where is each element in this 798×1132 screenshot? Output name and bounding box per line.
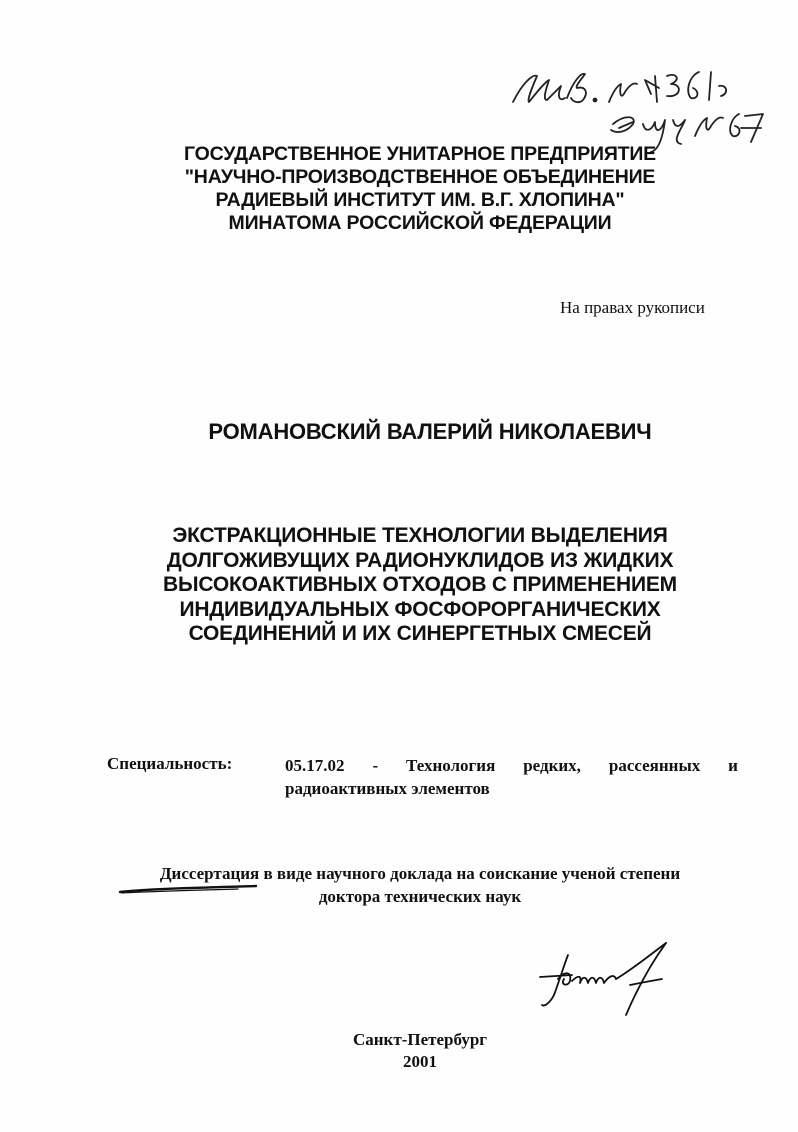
specialty-line-2: радиоактивных элементов [285, 779, 490, 798]
dissertation-line-1: Диссертация в виде научного доклада на соискание ученой степени [159, 864, 681, 883]
title-line: СОЕДИНЕНИЙ И ИХ СИНЕРГЕТНЫХ СМЕСЕЙ [188, 622, 652, 645]
organization-line: "НАУЧНО-ПРОИЗВОДСТВЕННОЕ ОБЪЕДИНЕНИЕ [184, 166, 656, 188]
title-line: ДОЛГОЖИВУЩИХ РАДИОНУКЛИДОВ ИЗ ЖИДКИХ [166, 548, 674, 572]
hand-underline-icon [118, 880, 258, 896]
city-and-year [300, 1029, 540, 1073]
specialty-word: Технология [406, 756, 496, 775]
title-line: ВЫСОКОАКТИВНЫХ ОТХОДОВ С ПРИМЕНЕНИЕМ [163, 573, 677, 596]
year: 2001 [403, 1052, 437, 1071]
organization-header [120, 143, 720, 235]
specialty-word: рассеянных [608, 756, 701, 775]
dissertation-title [110, 524, 730, 647]
specialty-line-1 [285, 754, 738, 777]
city: Санкт-Петербург [352, 1030, 488, 1049]
specialty-word: редких, [523, 756, 581, 775]
organization-line: РАДИЕВЫЙ ИНСТИТУТ ИМ. В.Г. ХЛОПИНА" [215, 189, 625, 211]
specialty-value [285, 754, 738, 800]
specialty-word: 05.17.02 [285, 756, 345, 775]
title-line: ЭКСТРАКЦИОННЫЕ ТЕХНОЛОГИИ ВЫДЕЛЕНИЯ [172, 524, 668, 547]
title-line: ИНДИВИДУАЛЬНЫХ ФОСФОРОРГАНИЧЕСКИХ [179, 597, 661, 621]
organization-line: ГОСУДАРСТВЕННОЕ УНИТАРНОЕ ПРЕДПРИЯТИЕ [184, 143, 656, 165]
organization-line: МИНАТОМА РОССИЙСКОЙ ФЕДЕРАЦИИ [228, 212, 612, 234]
rights-note: На правах рукописи [560, 298, 705, 317]
dissertation-line-2: доктора технических наук [318, 887, 522, 906]
specialty-word: - [372, 756, 379, 775]
author-name: РОМАНОВСКИЙ ВАЛЕРИЙ НИКОЛАЕВИЧ [208, 419, 652, 444]
specialty-label: Специальность: [107, 754, 233, 773]
signature-icon [530, 935, 700, 1020]
specialty-word: и [728, 756, 738, 775]
